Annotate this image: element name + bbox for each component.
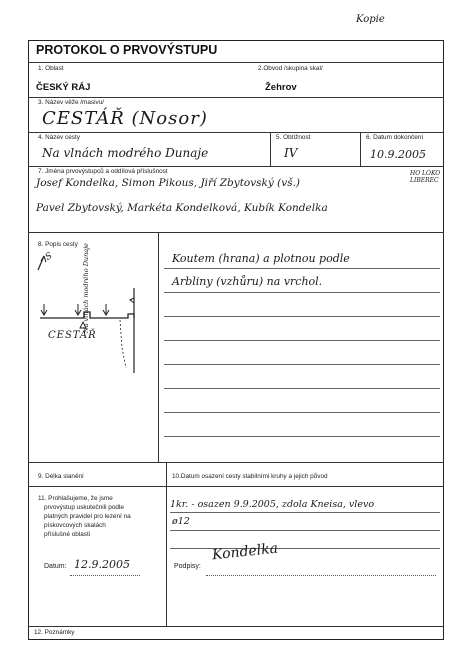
prohlaseni-3: platných pravidel pro lezení na bbox=[44, 513, 131, 520]
corner-note: Kopie bbox=[356, 14, 385, 25]
datum-label: Datum: bbox=[44, 563, 67, 570]
vez-value: CESTÁŘ (Nosor) bbox=[42, 108, 208, 129]
osazeni-label: 10.Datum osazení cesty stabilními kruhy a jejich původ bbox=[172, 473, 328, 480]
poznamky-label: 12. Poznámky bbox=[34, 629, 75, 636]
podpisy-label: Podpisy: bbox=[174, 563, 201, 570]
delka-label: 9. Délka slanění bbox=[38, 473, 84, 480]
prohlaseni-1: 11. Prohlašujeme, že jsme bbox=[38, 495, 113, 502]
popis-label: 8. Popis cesty bbox=[38, 241, 78, 248]
osazeni-line1: 1kr. - osazen 9.9.2005, zdola Kneisa, vlevo bbox=[170, 499, 375, 510]
popis-line1: Koutem (hrana) a plotnou podle bbox=[172, 252, 350, 265]
prvovystupci-line1: Josef Kondelka, Simon Pikous, Jiří Zbytovský (vš.) bbox=[36, 177, 301, 189]
oblast-value: ČESKÝ RÁJ bbox=[36, 82, 91, 93]
datum-dokonceni-label: 6. Datum dokončení bbox=[366, 134, 424, 141]
sketch-tower-label: CESTÁŘ bbox=[48, 330, 97, 341]
sketch-north-label: S bbox=[43, 251, 55, 263]
datum-value: 12.9.2005 bbox=[74, 558, 130, 571]
prohlaseni-4: pískovcových skalách bbox=[44, 522, 106, 529]
sketch-route-label: Na vlnách modrého Dunaje bbox=[82, 242, 90, 333]
datum-dokonceni-value: 10.9.2005 bbox=[370, 148, 426, 161]
cesta-value: Na vlnách modrého Dunaje bbox=[42, 146, 209, 160]
cesta-label: 4. Název cesty bbox=[38, 134, 80, 141]
form-title: PROTOKOL O PRVOVÝSTUPU bbox=[36, 43, 218, 57]
popis-line2: Arbliny (vzhůru) na vrchol. bbox=[172, 275, 323, 288]
obtiznost-value: IV bbox=[284, 146, 298, 160]
prohlaseni-5: příslušné oblasti bbox=[44, 531, 91, 538]
podpisy-value: Kondelka bbox=[211, 540, 279, 564]
prvovystupci-label: 7. Jména prvovýstupců a oddílová příslušnost bbox=[38, 168, 168, 175]
osazeni-line2: ø12 bbox=[172, 516, 190, 527]
obvod-value: Žehrov bbox=[265, 82, 297, 93]
obvod-label: 2.Obvod /skupina skal/ bbox=[258, 65, 323, 72]
prohlaseni-2: prvovýstup uskutečnili podle bbox=[44, 504, 124, 511]
oblast-label: 1. Oblast bbox=[38, 65, 64, 72]
vez-label: 3. Název věže /masivu/ bbox=[38, 99, 105, 106]
prvovystupci-club: HO LOKO LIBEREC bbox=[410, 170, 441, 184]
obtiznost-label: 5. Obtížnost bbox=[276, 134, 311, 141]
prvovystupci-line2: Pavel Zbytovský, Markéta Kondelková, Kubík Kondelka bbox=[36, 202, 328, 214]
